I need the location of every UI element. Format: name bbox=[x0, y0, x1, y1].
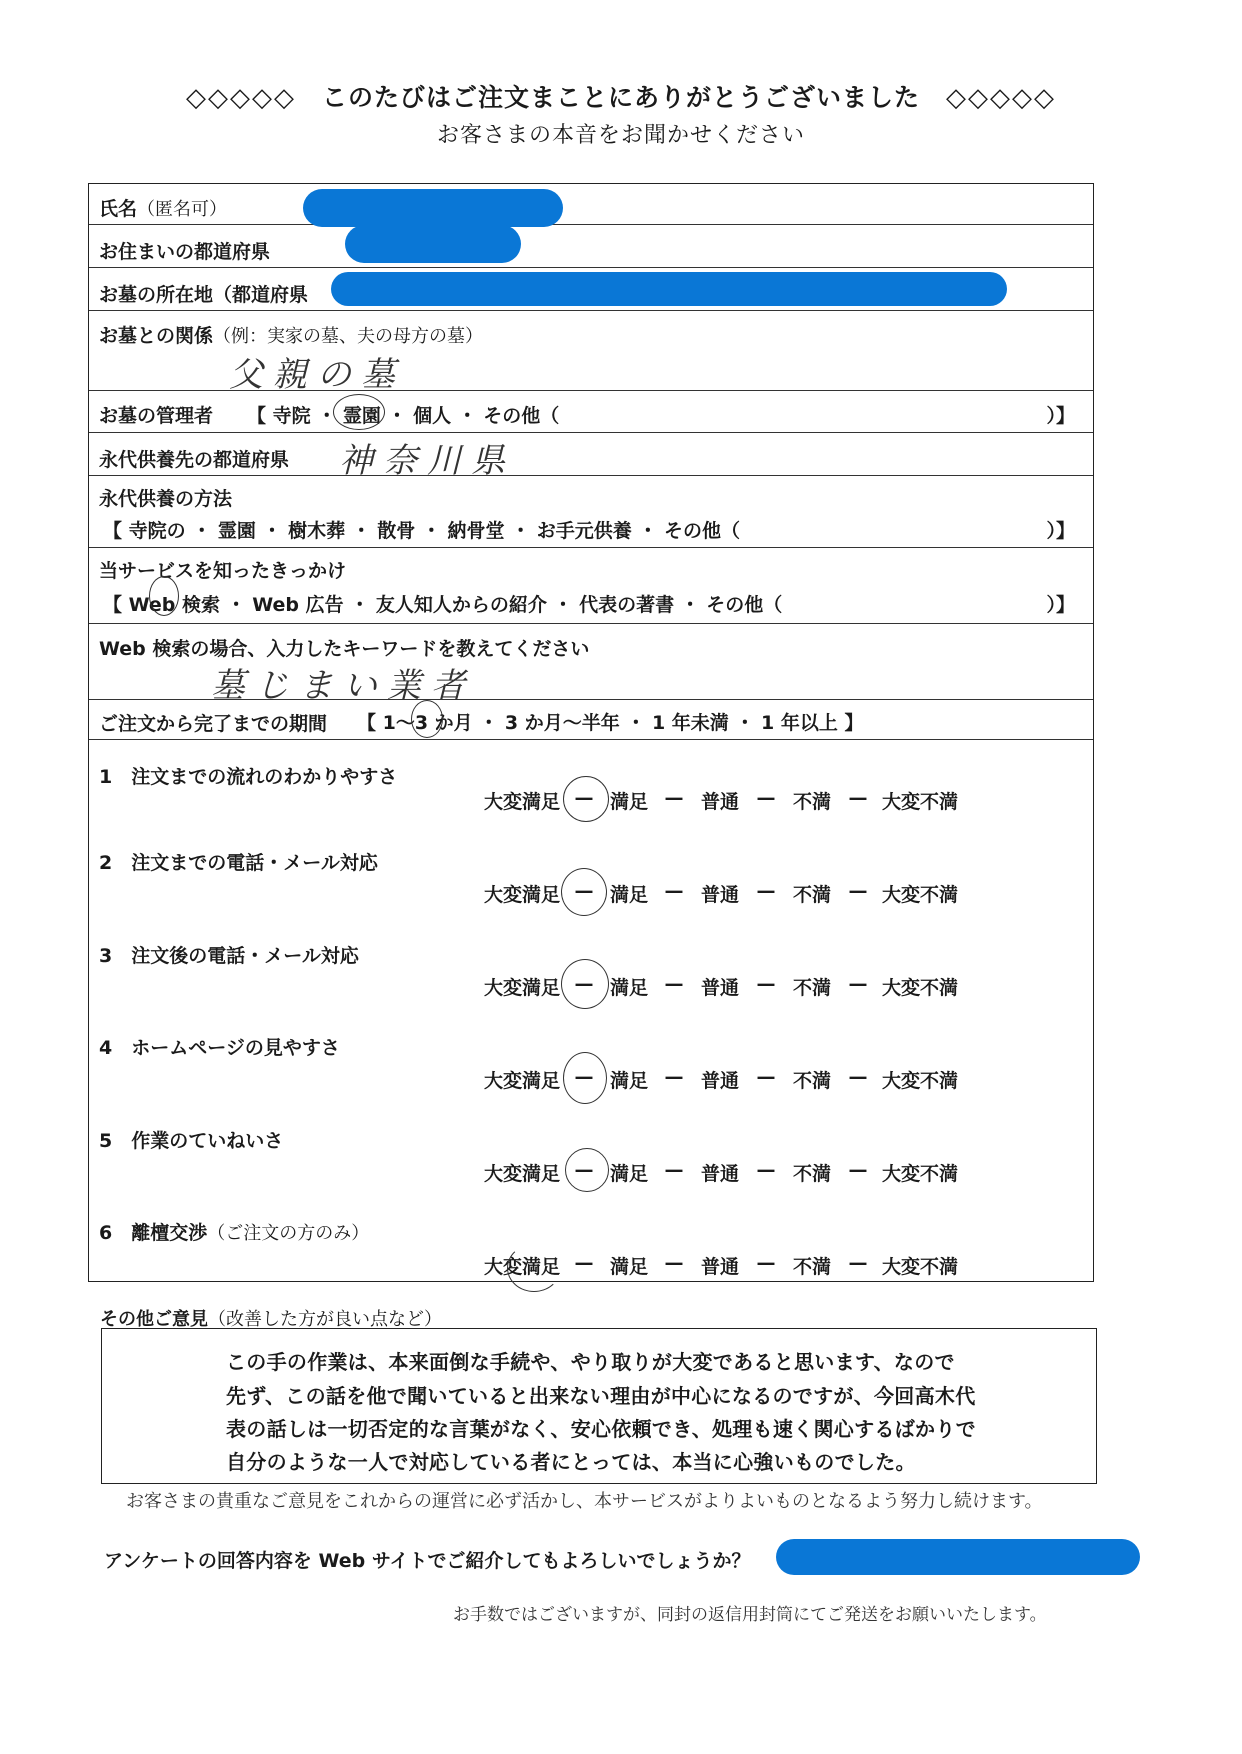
rating-dash: — bbox=[756, 1066, 776, 1088]
rating-option: 大変不満 bbox=[881, 884, 958, 906]
question-6-selected-circle bbox=[507, 1244, 561, 1292]
eitai-method-row bbox=[89, 476, 1093, 548]
keyword-label: Web 検索の場合、入力したキーワードを教えてください bbox=[99, 638, 590, 660]
rating-option: 不満 bbox=[792, 1070, 831, 1092]
question-1-selected-circle bbox=[563, 776, 609, 822]
name-label: 氏名（匿名可） bbox=[99, 198, 228, 220]
rating-option: 大変満足 bbox=[483, 1070, 560, 1092]
survey-answer-redaction bbox=[776, 1539, 1140, 1575]
source-selected-circle bbox=[149, 576, 179, 616]
manager-label: お墓の管理者 bbox=[99, 405, 214, 427]
rating-option: 大変不満 bbox=[881, 791, 958, 813]
rating-option: 大変不満 bbox=[881, 1256, 958, 1278]
rating-dash: — bbox=[574, 1066, 594, 1088]
rating-option: 満足 bbox=[609, 884, 648, 906]
eitai-pref-answer: 神奈川県 bbox=[339, 441, 515, 481]
source-close: ）】 bbox=[1046, 594, 1075, 616]
rating-dash: — bbox=[664, 1066, 684, 1088]
rating-dash: — bbox=[664, 787, 684, 809]
rating-option: 普通 bbox=[700, 1070, 739, 1092]
question-4-selected-circle bbox=[563, 1052, 607, 1104]
rating-dash: — bbox=[574, 1159, 594, 1181]
rating-option: 満足 bbox=[609, 1256, 648, 1278]
rating-option: 普通 bbox=[700, 977, 739, 999]
rating-option: 大変満足 bbox=[483, 1256, 560, 1278]
rating-option: 大変満足 bbox=[483, 1163, 560, 1185]
source-options: 【 Web 検索 ・ Web 広告 ・ 友人知人からの紹介 ・ 代表の著書 ・ その他（ bbox=[103, 594, 783, 616]
survey-form bbox=[88, 183, 1094, 1282]
right-diamonds: ◇◇◇◇◇ bbox=[946, 83, 1056, 113]
rating-option: 不満 bbox=[792, 791, 831, 813]
residence-row bbox=[89, 225, 1093, 268]
residence-redaction bbox=[345, 225, 521, 263]
rating-dash: — bbox=[756, 1159, 776, 1181]
rating-option: 満足 bbox=[609, 791, 648, 813]
rating-option: 大変不満 bbox=[881, 1163, 958, 1185]
question-3-label: 3 注文後の電話・メール対応 bbox=[99, 945, 359, 967]
rating-dash: — bbox=[848, 787, 868, 809]
rating-option: 不満 bbox=[792, 1256, 831, 1278]
relation-label: お墓との関係（例：実家の墓、夫の母方の墓） bbox=[99, 325, 484, 347]
eitai-pref-label: 永代供養先の都道府県 bbox=[99, 449, 290, 471]
source-label: 当サービスを知ったきっかけ bbox=[99, 560, 347, 582]
residence-label: お住まいの都道府県 bbox=[99, 241, 271, 263]
rating-option: 普通 bbox=[700, 791, 739, 813]
rating-dash: — bbox=[848, 973, 868, 995]
question-1-label: 1 注文までの流れのわかりやすさ bbox=[99, 766, 398, 788]
page-title bbox=[0, 78, 1242, 114]
question-6-scale bbox=[479, 1252, 1079, 1279]
period-row bbox=[89, 700, 1093, 740]
rating-option: 大変不満 bbox=[881, 977, 958, 999]
rating-option: 普通 bbox=[700, 1163, 739, 1185]
name-redaction bbox=[303, 189, 563, 227]
rating-option: 満足 bbox=[609, 1070, 648, 1092]
grave-location-label: お墓の所在地（都道府県 bbox=[99, 284, 309, 306]
comment-line-1: この手の作業は、本来面倒な手続や、やり取りが大変であると思います、なので bbox=[226, 1350, 955, 1374]
rating-option: 不満 bbox=[792, 884, 831, 906]
footer-text: お手数ではございますが、同封の返信用封筒にてご発送をお願いいたします。 bbox=[453, 1605, 1047, 1625]
question-2-label: 2 注文までの電話・メール対応 bbox=[99, 852, 378, 874]
survey-question: アンケートの回答内容を Web サイトでご紹介してもよろしいでしょうか？ bbox=[104, 1550, 751, 1572]
rating-option: 不満 bbox=[792, 1163, 831, 1185]
manager-close: ）】 bbox=[1046, 405, 1075, 427]
rating-option: 普通 bbox=[700, 1256, 739, 1278]
keyword-answer: 墓じまい業者 bbox=[211, 666, 475, 706]
rating-dash: — bbox=[574, 787, 594, 809]
relation-row bbox=[89, 311, 1093, 395]
rating-dash: — bbox=[664, 1252, 684, 1274]
rating-option: 満足 bbox=[609, 1163, 648, 1185]
relation-answer: 父親の墓 bbox=[229, 355, 405, 395]
rating-dash: — bbox=[848, 1066, 868, 1088]
rating-dash: — bbox=[756, 1252, 776, 1274]
manager-selected-circle bbox=[333, 394, 385, 430]
rating-option: 大変満足 bbox=[483, 884, 560, 906]
question-2-selected-circle bbox=[561, 868, 607, 916]
comment-line-2: 先ず、この話を他で聞いていると出来ない理由が中心になるのですが、今回高木代 bbox=[226, 1384, 976, 1408]
rating-dash: — bbox=[756, 880, 776, 902]
manager-options: 【 寺院 ・ 霊園 ・ 個人 ・ その他（ bbox=[247, 405, 560, 427]
question-5-selected-circle bbox=[565, 1148, 609, 1192]
page-subtitle: お客さまの本音をお聞かせください bbox=[436, 123, 805, 148]
rating-dash: — bbox=[756, 787, 776, 809]
rating-dash: — bbox=[664, 880, 684, 902]
source-row bbox=[89, 548, 1093, 624]
rating-dash: — bbox=[756, 973, 776, 995]
question-3-selected-circle bbox=[561, 959, 609, 1009]
rating-option: 普通 bbox=[700, 884, 739, 906]
rating-option: 大変満足 bbox=[483, 977, 560, 999]
left-diamonds: ◇◇◇◇◇ bbox=[186, 83, 296, 113]
question-4-label: 4 ホームページの見やすさ bbox=[99, 1037, 340, 1059]
keyword-row bbox=[89, 624, 1093, 706]
rating-option: 大変満足 bbox=[483, 791, 560, 813]
rating-dash: — bbox=[574, 1252, 594, 1274]
grave-location-row bbox=[89, 268, 1093, 311]
period-selected-circle bbox=[411, 700, 443, 738]
rating-option: 大変不満 bbox=[881, 1070, 958, 1092]
thanks-text: お客さまの貴重なご意見をこれからの運営に必ず活かし、本サービスがよりよいものとなるよう努力し続けます。 bbox=[126, 1491, 1043, 1512]
manager-row bbox=[89, 391, 1093, 433]
question-6-label: 6 離檀交渉（ご注文の方のみ） bbox=[99, 1222, 370, 1244]
rating-dash: — bbox=[664, 1159, 684, 1181]
rating-dash: — bbox=[848, 1159, 868, 1181]
comment-line-4: 自分のような一人で対応している者にとっては、本当に心強いものでした。 bbox=[226, 1450, 916, 1474]
question-5-label: 5 作業のていねいさ bbox=[99, 1130, 284, 1152]
grave-location-redaction bbox=[331, 272, 1007, 306]
rating-dash: — bbox=[848, 880, 868, 902]
title-text: このたびはご注文まことにありがとうございました bbox=[321, 83, 920, 112]
rating-dash: — bbox=[848, 1252, 868, 1274]
name-row bbox=[89, 184, 1093, 225]
rating-option: 不満 bbox=[792, 977, 831, 999]
eitai-method-options: 【 寺院の ・ 霊園 ・ 樹木葬 ・ 散骨 ・ 納骨堂 ・ お手元供養 ・ その他（ bbox=[103, 520, 740, 542]
period-options: 【 1〜3 か月 ・ 3 か月〜半年 ・ 1 年未満 ・ 1 年以上 】 bbox=[357, 712, 864, 734]
period-label: ご注文から完了までの期間 bbox=[99, 713, 328, 735]
eitai-method-close: ）】 bbox=[1046, 520, 1075, 542]
eitai-pref-row bbox=[89, 433, 1093, 481]
comments-label: その他ご意見（改善した方が良い点など） bbox=[100, 1309, 442, 1330]
rating-dash: — bbox=[574, 973, 594, 995]
rating-option: 満足 bbox=[609, 977, 648, 999]
rating-dash: — bbox=[574, 880, 594, 902]
rating-dash: — bbox=[664, 973, 684, 995]
comment-line-3: 表の話しは一切否定的な言葉がなく、安心依頼でき、処理も速く関心するばかりで bbox=[226, 1417, 976, 1441]
eitai-method-label: 永代供養の方法 bbox=[99, 488, 233, 510]
